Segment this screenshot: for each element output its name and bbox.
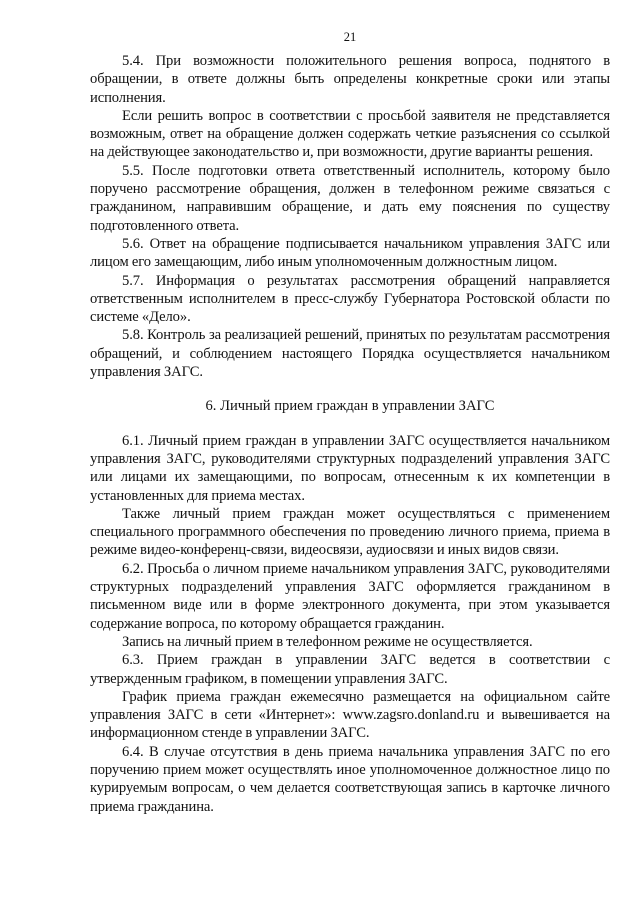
paragraph-5-8: 5.8. Контроль за реализацией решений, принятых по результатам рассмотрения обращений, и соблюдением настоящего Порядка осуществляется начальником управления ЗАГС.	[90, 327, 610, 381]
page-number: 21	[343, 30, 357, 44]
paragraph-6-1: 6.1. Личный прием граждан в управлении ЗАГС осуществляется начальником управления ЗАГС, руководителями структурных подразделений управления ЗАГС или лицами их замещающими, по вопросам, отнесенным к их компетенции в установленных для приема местах.	[90, 432, 610, 504]
paragraph-6-4: 6.4. В случае отсутствия в день приема начальника управления ЗАГС по его поручению прием может осуществлять иное уполномоченное должностное лицо по курируемым вопросам, о чем делается соответствующая запись в карточке личного приема гражданина.	[90, 743, 610, 815]
paragraph-6-3-continuation: График приема граждан ежемесячно размещается на официальном сайте управления ЗАГС в сети «Интернет»: www.zagsro.donland.ru и вывешивается на информационном стенде в управлении ЗАГС.	[90, 688, 610, 742]
paragraph-5-7: 5.7. Информация о результатах рассмотрения обращений направляется ответственным исполнителем в пресс-службу Губернатора Ростовской области по системе «Дело».	[90, 272, 610, 326]
paragraph-6-2-continuation: Запись на личный прием в телефонном режиме не осуществляется.	[122, 633, 533, 650]
paragraph-5-5: 5.5. После подготовки ответа ответственный исполнитель, которому было поручено рассмотрение обращения, должен в телефонном режиме связаться с гражданином, направившим обращение, и дать ему пояснения по существу подготовленного ответа.	[90, 162, 610, 234]
paragraph-5-4: 5.4. При возможности положительного решения вопроса, поднятого в обращении, в ответе должны быть определены конкретные сроки или этапы исполнения.	[90, 53, 610, 106]
paragraph-6-2: 6.2. Просьба о личном приеме начальником управления ЗАГС, руководителями структурных подразделений управления ЗАГС оформляется гражданином в письменном виде или в форме электронного документа, при этом указывается содержание вопроса, по которому обращается гражданин.	[90, 560, 610, 632]
paragraph-6-1-continuation: Также личный прием граждан может осуществляться с применением специального программного обеспечения по проведению личного приема, приема в режиме видео-конференц-связи, видеосвязи, аудиосвязи и иных видов связи.	[90, 505, 610, 559]
section-heading: 6. Личный прием граждан в управлении ЗАГС	[205, 398, 495, 415]
paragraph-6-3: 6.3. Прием граждан в управлении ЗАГС ведется в соответствии с утвержденным графиком, в помещении управления ЗАГС.	[90, 652, 610, 687]
document-page	[90, 30, 610, 880]
paragraph-5-6: 5.6. Ответ на обращение подписывается начальником управления ЗАГС или лицом его замещающим, либо иным уполномоченным должностным лицом.	[90, 235, 610, 271]
paragraph-5-4-continuation: Если решить вопрос в соответствии с просьбой заявителя не представляется возможным, ответ на обращение должен содержать четкие разъяснения со ссылкой на действующее законодательство и, при возможности, другие варианты решения.	[90, 107, 610, 161]
